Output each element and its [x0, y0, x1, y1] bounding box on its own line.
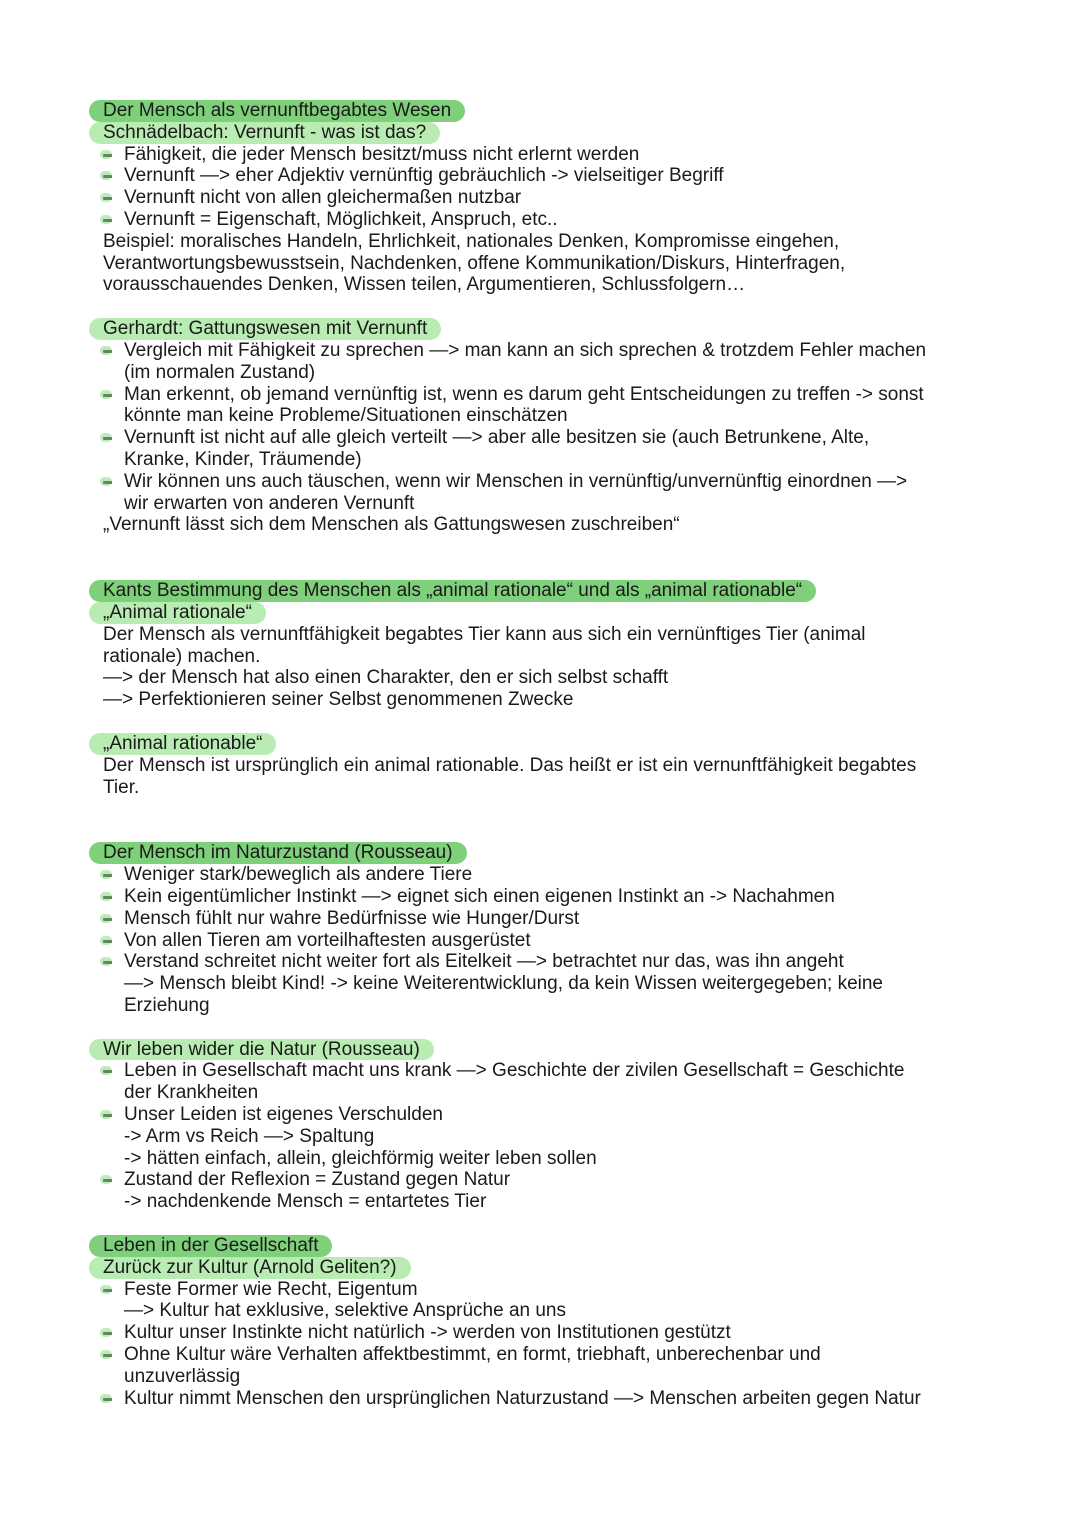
paragraph-line: rationale) machen.	[103, 645, 261, 667]
list-item-line: Feste Former wie Recht, Eigentum	[124, 1278, 418, 1300]
section-gerhardt	[103, 318, 980, 536]
section-kant	[103, 580, 980, 798]
list-item: Kultur unser Instinkte nicht natürlich -> werden von Institutionen gestützt	[103, 1322, 980, 1344]
list-item	[103, 1344, 980, 1388]
list-item: Kultur nimmt Menschen den ursprünglichen Naturzustand —> Menschen arbeiten gegen Natur	[103, 1388, 980, 1410]
section-title: Gerhardt: Gattungswesen mit Vernunft	[89, 318, 441, 340]
bullet-list	[103, 1060, 980, 1213]
section-wider-die-natur	[103, 1039, 980, 1213]
list-item: Kein eigentümlicher Instinkt —> eignet sich einen eigenen Instinkt an -> Nachahmen	[103, 886, 980, 908]
list-item-subline: —> Kultur hat exklusive, selektive Ansprüche an uns	[124, 1300, 566, 1322]
list-item-line: wir erwarten von anderen Vernunft	[124, 492, 415, 514]
list-item-line: Vernunft ist nicht auf alle gleich verteilt —> aber alle besitzen sie (auch Betrunkene, Alte,	[124, 427, 870, 449]
section-title: Der Mensch im Naturzustand (Rousseau)	[89, 842, 467, 864]
list-item: Fähigkeit, die jeder Mensch besitzt/muss nicht erlernt werden	[103, 144, 980, 166]
list-item-line: Kranke, Kinder, Träumende)	[124, 448, 362, 470]
section-vernunftbegabtes-wesen	[103, 100, 980, 296]
list-item: Mensch fühlt nur wahre Bedürfnisse wie Hunger/Durst	[103, 908, 980, 930]
paragraph-line: Der Mensch ist ursprünglich ein animal rationable. Das heißt er ist ein vernunftfähigkeit begabtes	[103, 754, 917, 776]
list-item-line: unzuverlässig	[124, 1365, 241, 1387]
paragraph-line: —> der Mensch hat also einen Charakter, den er sich selbst schafft	[103, 667, 669, 689]
list-item-line: der Krankheiten	[124, 1082, 259, 1104]
list-item	[103, 427, 980, 471]
list-item-line: könnte man keine Probleme/Situationen einschätzen	[124, 405, 568, 427]
list-item	[103, 384, 980, 428]
list-item	[103, 1279, 980, 1323]
section-subtitle: „Animal rationale“	[89, 602, 266, 624]
section-subtitle: Schnädelbach: Vernunft - was ist das?	[89, 122, 440, 144]
list-item-line: (im normalen Zustand)	[124, 361, 316, 383]
list-item: Verstand schreitet nicht weiter fort als Eitelkeit —> betrachtet nur das, was ihn angeht	[103, 951, 980, 973]
quote: „Vernunft lässt sich dem Menschen als Gattungswesen zuschreiben“	[103, 514, 680, 536]
example-line: vorausschauendes Denken, Wissen teilen, Argumentieren, Schlussfolgern…	[103, 274, 746, 296]
paragraph-line: Tier.	[103, 776, 140, 798]
list-item-line: Zustand der Reflexion = Zustand gegen Natur	[124, 1169, 511, 1191]
list-item-line: Ohne Kultur wäre Verhalten affektbestimmt, en formt, triebhaft, unberechenbar und	[124, 1344, 821, 1366]
list-item: Vernunft = Eigenschaft, Möglichkeit, Anspruch, etc..	[103, 209, 980, 231]
list-item-line: Leben in Gesellschaft macht uns krank —> Geschichte der zivilen Gesellschaft = Geschichte	[124, 1060, 905, 1082]
continuation-line: —> Mensch bleibt Kind! -> keine Weiterentwicklung, da kein Wissen weitergegeben; keine	[124, 973, 883, 995]
section-naturzustand	[103, 842, 980, 1016]
list-item	[103, 1169, 980, 1213]
list-item: Weniger stark/beweglich als andere Tiere	[103, 864, 980, 886]
bullet-list	[103, 340, 980, 514]
example-line: Verantwortungsbewusstsein, Nachdenken, offene Kommunikation/Diskurs, Hinterfragen,	[103, 252, 846, 274]
section-subtitle: Zurück zur Kultur (Arnold Geliten?)	[89, 1257, 411, 1279]
section-gesellschaft	[103, 1235, 980, 1409]
list-item-subline: -> Arm vs Reich —> Spaltung	[124, 1125, 375, 1147]
list-item	[103, 1060, 980, 1104]
paragraph-line: —> Perfektionieren seiner Selbst genommenen Zwecke	[103, 689, 574, 711]
example-line: Beispiel: moralisches Handeln, Ehrlichkeit, nationales Denken, Kompromisse eingehen,	[103, 230, 840, 252]
list-item	[103, 471, 980, 515]
section-title: Wir leben wider die Natur (Rousseau)	[89, 1039, 434, 1061]
bullet-list	[103, 1279, 980, 1410]
list-item	[103, 340, 980, 384]
continuation-line: Erziehung	[124, 994, 210, 1016]
paragraph-line: Der Mensch als vernunftfähigkeit begabtes Tier kann aus sich ein vernünftiges Tier (animal	[103, 623, 866, 645]
bullet-list	[103, 144, 980, 231]
section-title: Kants Bestimmung des Menschen als „animal rationale“ und als „animal rationable“	[89, 580, 816, 602]
list-item: Vernunft —> eher Adjektiv vernünftig gebräuchlich -> vielseitiger Begriff	[103, 165, 980, 187]
list-item-line: Vergleich mit Fähigkeit zu sprechen —> man kann an sich sprechen & trotzdem Fehler machen	[124, 339, 927, 361]
list-item: Vernunft nicht von allen gleichermaßen nutzbar	[103, 187, 980, 209]
section-title: Der Mensch als vernunftbegabtes Wesen	[89, 100, 465, 122]
list-item-line: Man erkennt, ob jemand vernünftig ist, wenn es darum geht Entscheidungen zu treffen -> sonst	[124, 383, 924, 405]
list-item-line: Unser Leiden ist eigenes Verschulden	[124, 1104, 443, 1126]
list-item-line: Wir können uns auch täuschen, wenn wir Menschen in vernünftig/unvernünftig einordnen —>	[124, 470, 908, 492]
list-item: Von allen Tieren am vorteilhaftesten ausgerüstet	[103, 930, 980, 952]
list-item-subline: -> hätten einfach, allein, gleichförmig weiter leben sollen	[124, 1147, 597, 1169]
list-item	[103, 1104, 980, 1169]
bullet-list	[103, 864, 980, 973]
section-subtitle: „Animal rationable“	[89, 733, 276, 755]
list-item-subline: -> nachdenkende Mensch = entartetes Tier	[124, 1191, 487, 1213]
section-title: Leben in der Gesellschaft	[89, 1235, 332, 1257]
